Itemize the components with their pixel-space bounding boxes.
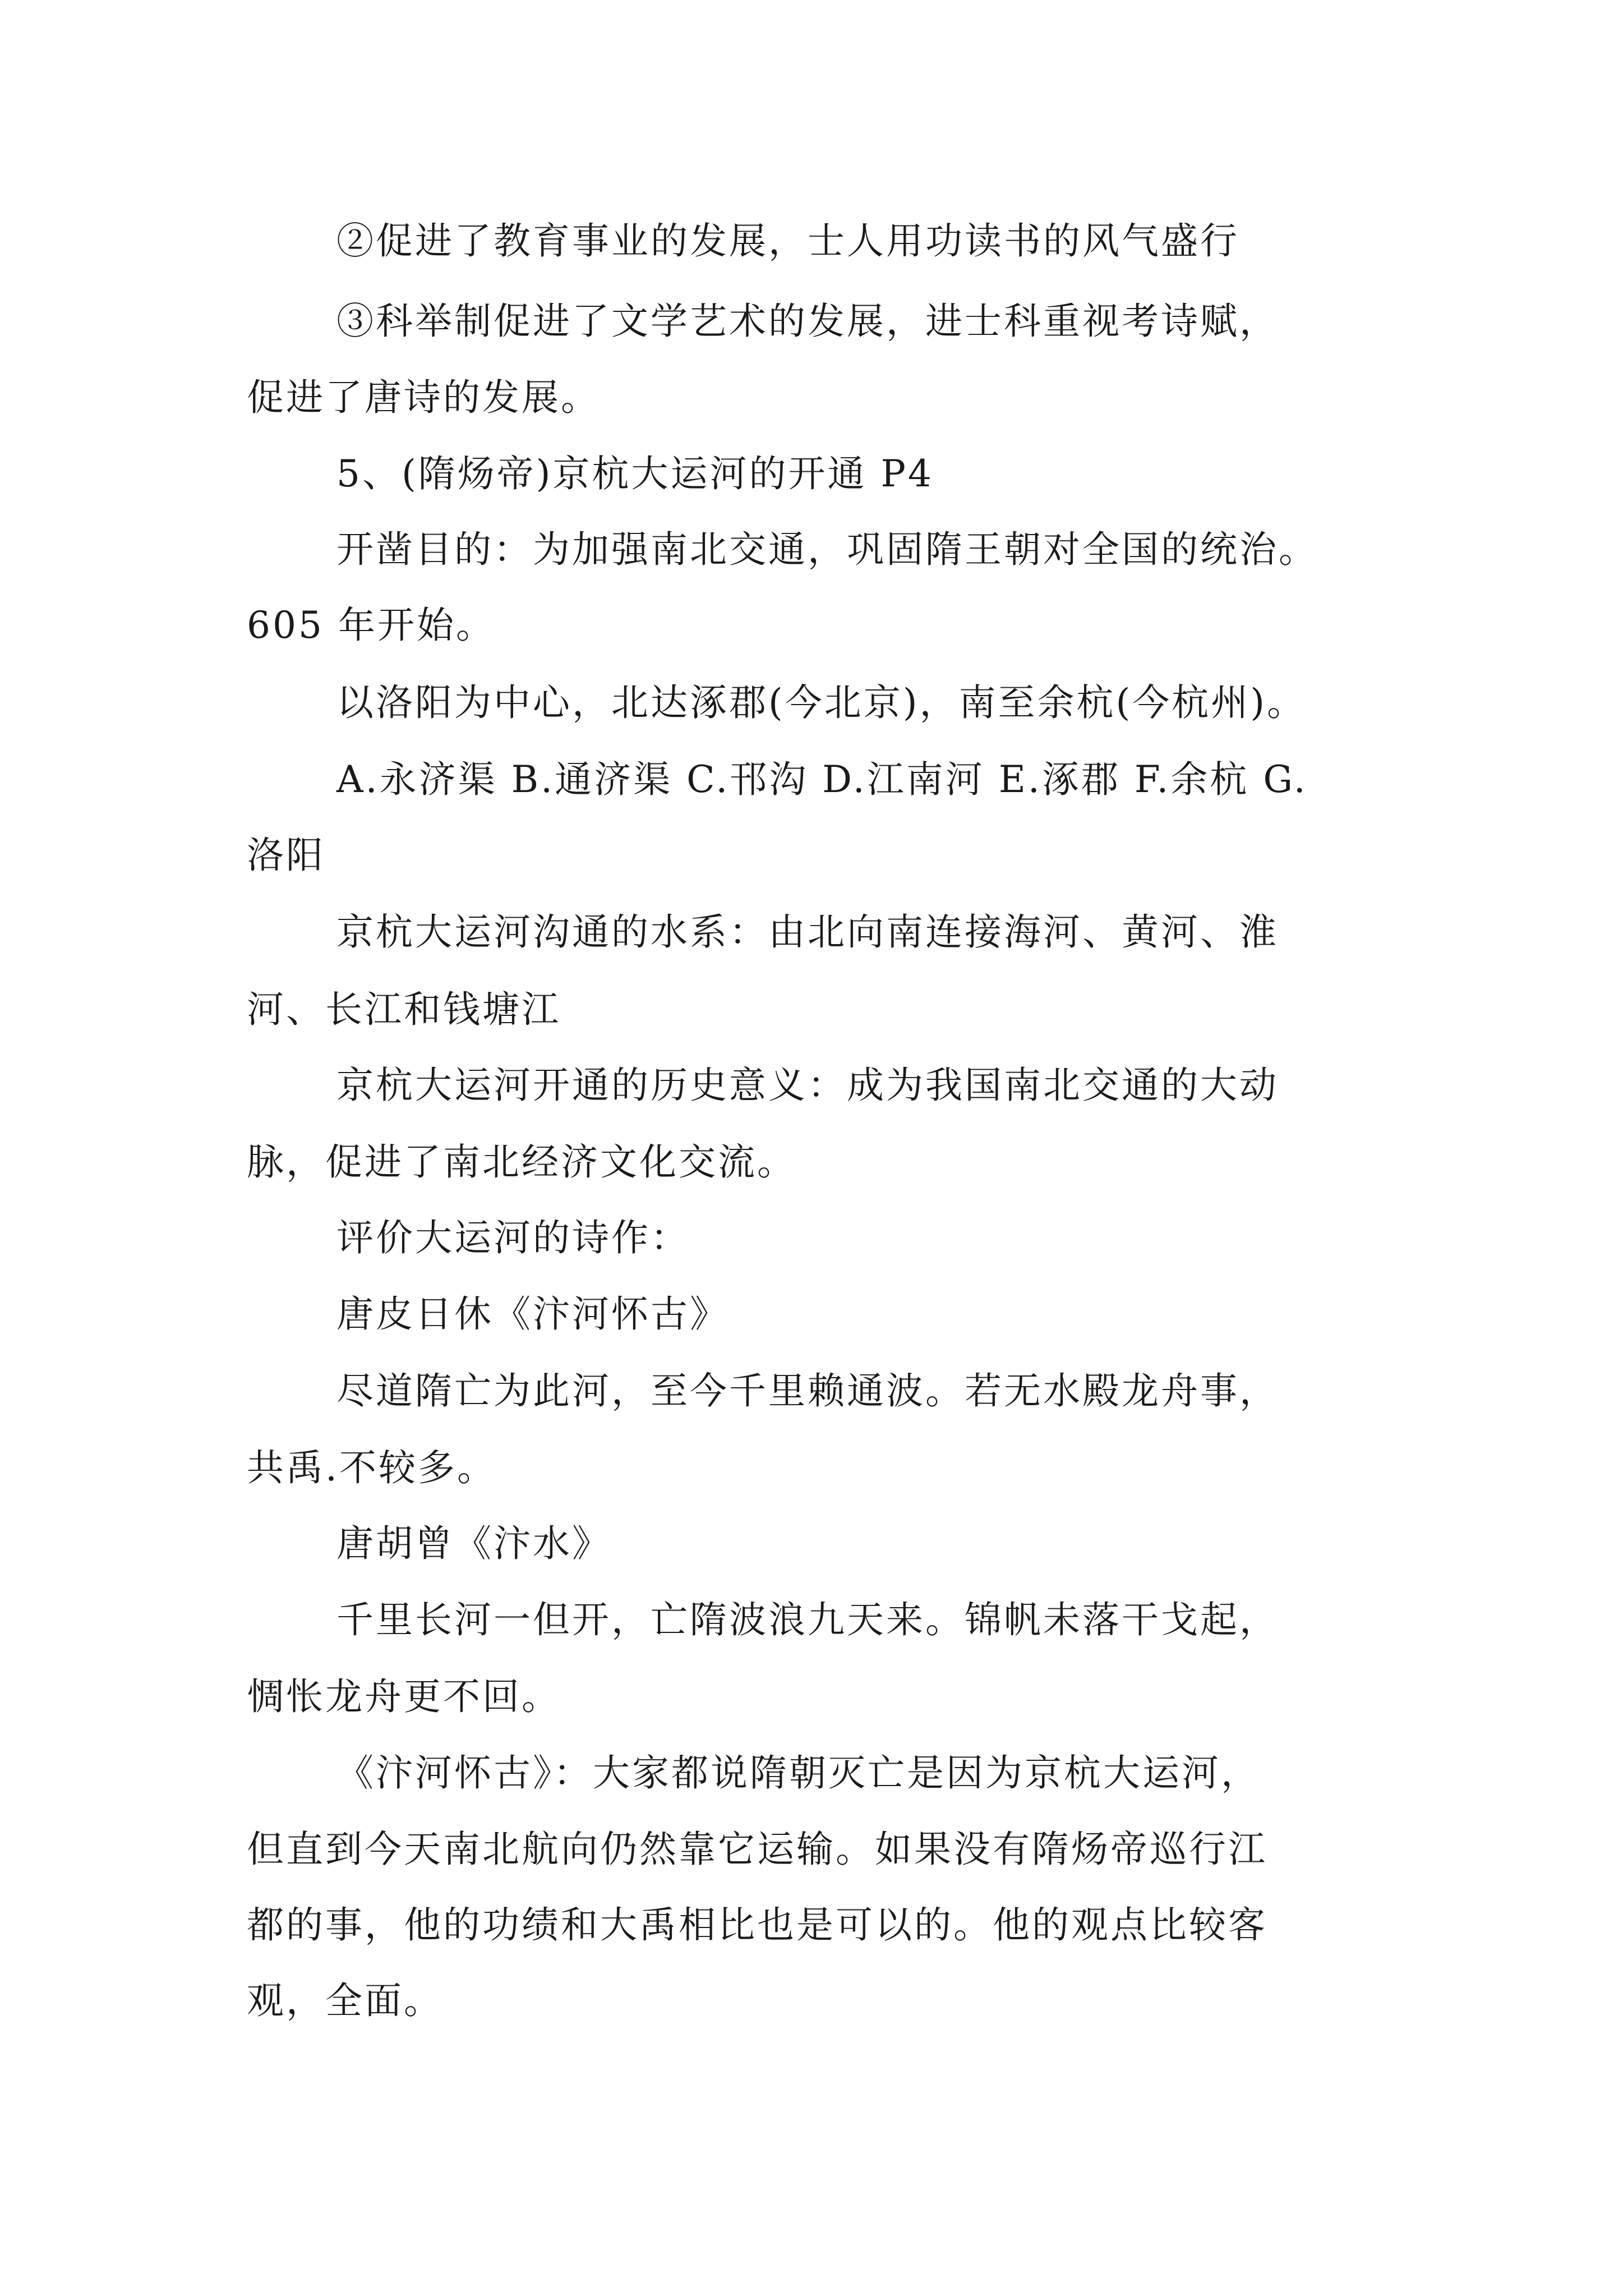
poem-line: 尽道隋亡为此河，至今千里赖通波。若无水殿龙舟事， xyxy=(336,1369,1279,1412)
text-line: 京杭大运河沟通的水系：由北向南连接海河、黄河、淮 xyxy=(336,910,1279,954)
poem-line: 千里长河一但开，亡隋波浪九天来。锦帆未落干戈起， xyxy=(336,1598,1279,1641)
text-line: 都的事，他的功绩和大禹相比也是可以的。他的观点比较客 xyxy=(247,1903,1267,1947)
text-line: ③科举制促进了文学艺术的发展，进士科重视考诗赋， xyxy=(336,300,1279,343)
text-line: 评价大运河的诗作： xyxy=(336,1216,690,1259)
text-line: 洛阳 xyxy=(247,834,325,877)
text-line: 河、长江和钱塘江 xyxy=(247,988,561,1031)
text-line: 脉，促进了南北经济文化交流。 xyxy=(247,1140,796,1184)
text-line: 以洛阳为中心，北达涿郡(今北京)，南至余杭(今杭州)。 xyxy=(336,681,1306,724)
poem-line: 共禹.不较多。 xyxy=(247,1446,496,1489)
text-line: 促进了唐诗的发展。 xyxy=(247,376,600,419)
section-heading: 5、(隋炀帝)京杭大运河的开通 P4 xyxy=(336,452,934,495)
poem-title: 唐胡曾《汴水》 xyxy=(336,1522,611,1565)
text-line: ②促进了教育事业的发展，士人用功读书的风气盛行 xyxy=(336,219,1239,263)
text-line: 京杭大运河开通的历史意义：成为我国南北交通的大动 xyxy=(336,1064,1279,1107)
text-line: A.永济渠 B.通济渠 C.邗沟 D.江南河 E.涿郡 F.余杭 G. xyxy=(336,758,1308,801)
text-line: 开凿目的：为加强南北交通，巩固隋王朝对全国的统治。 xyxy=(336,528,1318,571)
text-line: 观，全面。 xyxy=(247,1979,443,2022)
text-line: 但直到今天南北航向仍然靠它运输。如果没有隋炀帝巡行江 xyxy=(247,1828,1267,1871)
text-line: 《汴河怀古》：大家都说隋朝灭亡是因为京杭大运河， xyxy=(336,1751,1260,1795)
poem-line: 惆怅龙舟更不回。 xyxy=(247,1675,561,1718)
poem-title: 唐皮日休《汴河怀古》 xyxy=(336,1292,729,1336)
text-line: 605 年开始。 xyxy=(247,604,495,647)
